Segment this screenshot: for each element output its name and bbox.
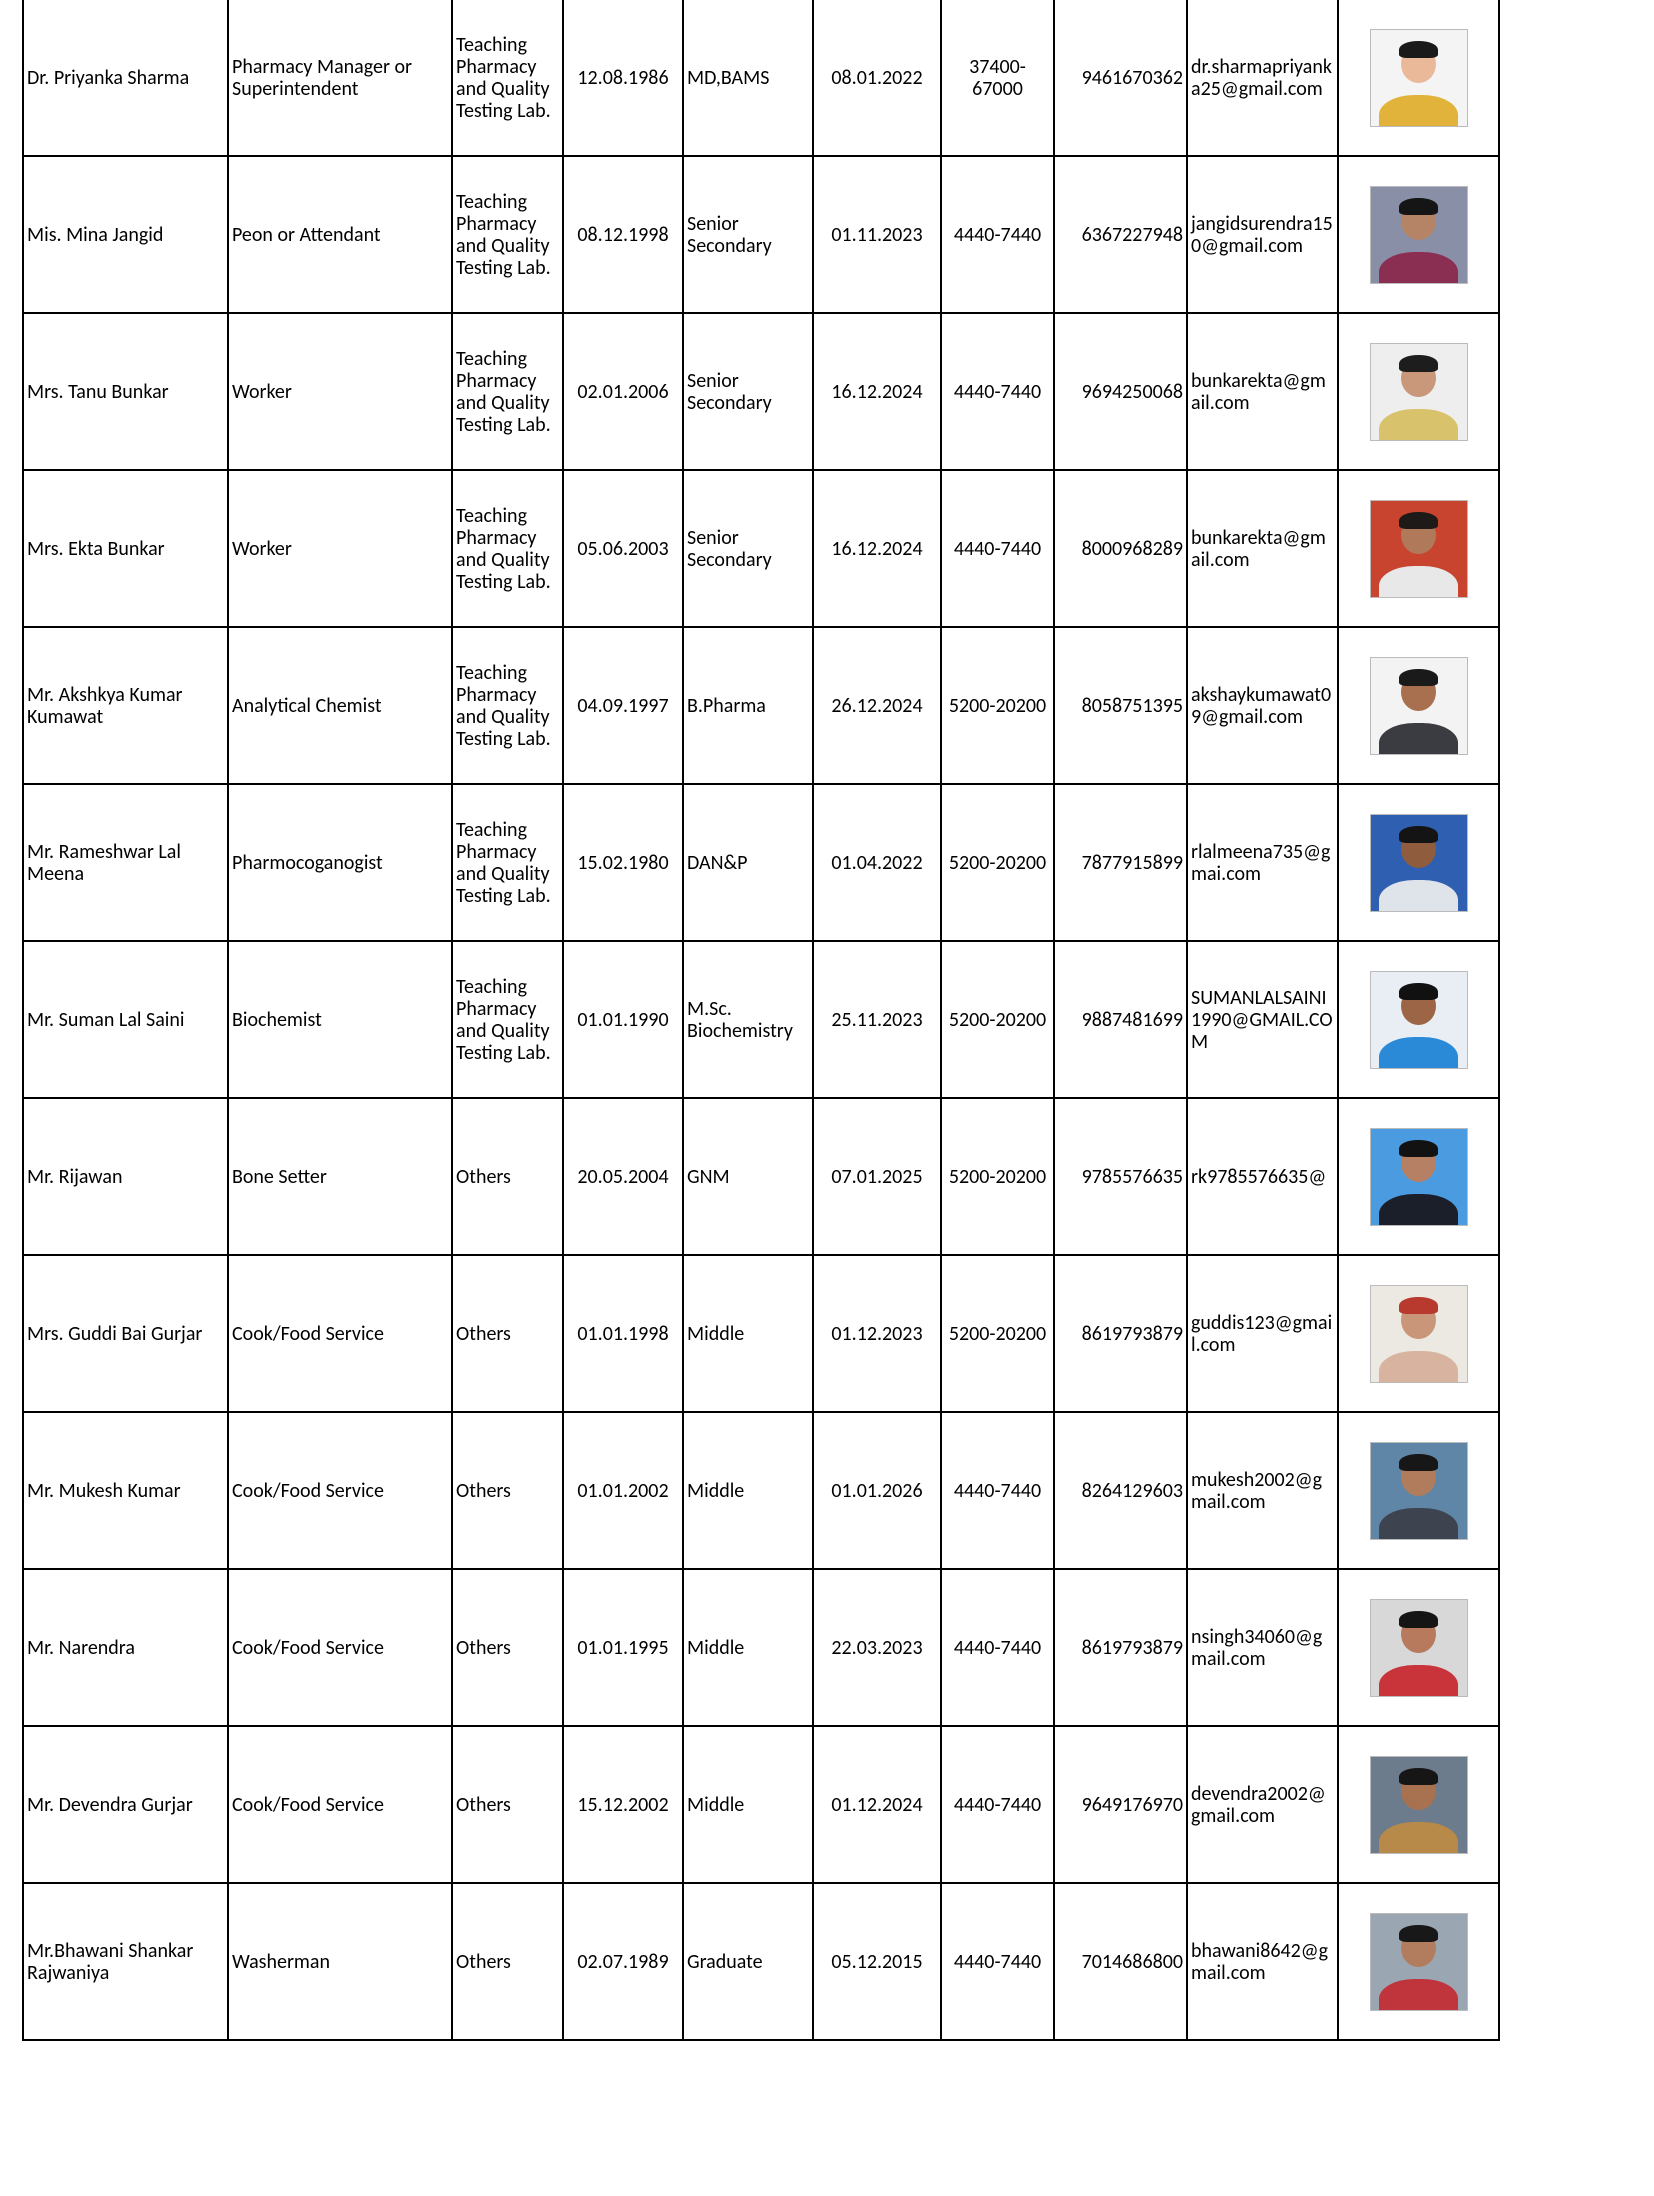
- mobile-number-cell: 8619793879: [1054, 1569, 1187, 1726]
- staff-photo: [1370, 1913, 1468, 2011]
- post-cell: Worker: [228, 470, 452, 627]
- date-of-birth-cell: 02.01.2006: [563, 313, 683, 470]
- date-of-joining-cell: 05.12.2015: [813, 1883, 941, 2040]
- photo-torso-shape: [1379, 409, 1458, 441]
- date-of-birth-cell: 15.12.2002: [563, 1726, 683, 1883]
- email-cell: bunkarekta@gmail.com: [1187, 470, 1338, 627]
- email-cell: bunkarekta@gmail.com: [1187, 313, 1338, 470]
- email-cell: mukesh2002@gmail.com: [1187, 1412, 1338, 1569]
- pay-scale-cell: 4440-7440: [941, 1569, 1054, 1726]
- qualification-cell: MD,BAMS: [683, 0, 813, 156]
- photo-torso-shape: [1379, 95, 1458, 127]
- photo-hair-shape: [1399, 1768, 1437, 1785]
- qualification-cell: Senior Secondary: [683, 156, 813, 313]
- staff-name-cell: Mrs. Guddi Bai Gurjar: [23, 1255, 228, 1412]
- photo-cell: [1338, 1726, 1499, 1883]
- email-cell: jangidsurendra150@gmail.com: [1187, 156, 1338, 313]
- email-cell: guddis123@gmail.com: [1187, 1255, 1338, 1412]
- date-of-joining-cell: 01.11.2023: [813, 156, 941, 313]
- pay-scale-cell: 5200-20200: [941, 1255, 1054, 1412]
- post-cell: Washerman: [228, 1883, 452, 2040]
- staff-name-cell: Mr. Rameshwar Lal Meena: [23, 784, 228, 941]
- photo-torso-shape: [1379, 566, 1458, 598]
- post-cell: Cook/Food Service: [228, 1255, 452, 1412]
- staff-name-cell: Mr. Suman Lal Saini: [23, 941, 228, 1098]
- staff-photo: [1370, 1128, 1468, 1226]
- department-cell: Teaching Pharmacy and Quality Testing Lab.: [452, 0, 563, 156]
- pay-scale-cell: 5200-20200: [941, 941, 1054, 1098]
- email-cell: SUMANLALSAINI1990@GMAIL.COM: [1187, 941, 1338, 1098]
- qualification-cell: Graduate: [683, 1883, 813, 2040]
- date-of-birth-cell: 02.07.1989: [563, 1883, 683, 2040]
- photo-hair-shape: [1399, 1454, 1437, 1471]
- photo-hair-shape: [1399, 826, 1437, 843]
- qualification-cell: M.Sc. Biochemistry: [683, 941, 813, 1098]
- qualification-cell: Senior Secondary: [683, 313, 813, 470]
- photo-torso-shape: [1379, 880, 1458, 912]
- department-cell: Others: [452, 1726, 563, 1883]
- date-of-joining-cell: 01.04.2022: [813, 784, 941, 941]
- staff-name-cell: Mr. Akshkya Kumar Kumawat: [23, 627, 228, 784]
- date-of-birth-cell: 15.02.1980: [563, 784, 683, 941]
- department-cell: Teaching Pharmacy and Quality Testing Lab.: [452, 941, 563, 1098]
- staff-photo: [1370, 814, 1468, 912]
- photo-cell: [1338, 470, 1499, 627]
- staff-name-cell: Dr. Priyanka Sharma: [23, 0, 228, 156]
- mobile-number-cell: 9694250068: [1054, 313, 1187, 470]
- photo-torso-shape: [1379, 1037, 1458, 1069]
- pay-scale-cell: 5200-20200: [941, 784, 1054, 941]
- staff-photo: [1370, 343, 1468, 441]
- email-cell: bhawani8642@gmail.com: [1187, 1883, 1338, 2040]
- mobile-number-cell: 9887481699: [1054, 941, 1187, 1098]
- pay-scale-cell: 5200-20200: [941, 1098, 1054, 1255]
- photo-torso-shape: [1379, 1351, 1458, 1383]
- department-cell: Others: [452, 1883, 563, 2040]
- photo-torso-shape: [1379, 723, 1458, 755]
- qualification-cell: GNM: [683, 1098, 813, 1255]
- post-cell: Pharmacy Manager or Superintendent: [228, 0, 452, 156]
- table-row: [23, 1412, 1499, 1569]
- photo-hair-shape: [1399, 198, 1437, 215]
- mobile-number-cell: 8264129603: [1054, 1412, 1187, 1569]
- date-of-birth-cell: 08.12.1998: [563, 156, 683, 313]
- date-of-joining-cell: 22.03.2023: [813, 1569, 941, 1726]
- pay-scale-cell: 4440-7440: [941, 313, 1054, 470]
- qualification-cell: Middle: [683, 1726, 813, 1883]
- department-cell: Others: [452, 1412, 563, 1569]
- pay-scale-cell: 4440-7440: [941, 470, 1054, 627]
- staff-name-cell: Mr. Mukesh Kumar: [23, 1412, 228, 1569]
- mobile-number-cell: 9649176970: [1054, 1726, 1187, 1883]
- staff-photo: [1370, 657, 1468, 755]
- mobile-number-cell: 7877915899: [1054, 784, 1187, 941]
- photo-torso-shape: [1379, 1194, 1458, 1226]
- pay-scale-cell: 5200-20200: [941, 627, 1054, 784]
- email-cell: devendra2002@gmail.com: [1187, 1726, 1338, 1883]
- photo-hair-shape: [1399, 41, 1437, 58]
- post-cell: Peon or Attendant: [228, 156, 452, 313]
- pay-scale-cell: 4440-7440: [941, 156, 1054, 313]
- table-row: [23, 156, 1499, 313]
- staff-photo: [1370, 1756, 1468, 1854]
- staff-photo: [1370, 500, 1468, 598]
- table-row: [23, 1098, 1499, 1255]
- post-cell: Analytical Chemist: [228, 627, 452, 784]
- mobile-number-cell: 6367227948: [1054, 156, 1187, 313]
- qualification-cell: DAN&P: [683, 784, 813, 941]
- mobile-number-cell: 7014686800: [1054, 1883, 1187, 2040]
- staff-name-cell: Mr. Devendra Gurjar: [23, 1726, 228, 1883]
- table-row: [23, 1255, 1499, 1412]
- date-of-birth-cell: 20.05.2004: [563, 1098, 683, 1255]
- staff-photo: [1370, 29, 1468, 127]
- department-cell: Others: [452, 1098, 563, 1255]
- photo-hair-shape: [1399, 1611, 1437, 1628]
- date-of-joining-cell: 16.12.2024: [813, 470, 941, 627]
- photo-cell: [1338, 0, 1499, 156]
- mobile-number-cell: 8000968289: [1054, 470, 1187, 627]
- department-cell: Others: [452, 1255, 563, 1412]
- email-cell: rk9785576635@: [1187, 1098, 1338, 1255]
- qualification-cell: Middle: [683, 1412, 813, 1569]
- staff-name-cell: Mr.Bhawani Shankar Rajwaniya: [23, 1883, 228, 2040]
- photo-cell: [1338, 1098, 1499, 1255]
- photo-hair-shape: [1399, 355, 1437, 372]
- email-cell: dr.sharmapriyanka25@gmail.com: [1187, 0, 1338, 156]
- pay-scale-cell: 4440-7440: [941, 1883, 1054, 2040]
- table-row: [23, 627, 1499, 784]
- date-of-joining-cell: 01.12.2023: [813, 1255, 941, 1412]
- table-row: [23, 313, 1499, 470]
- department-cell: Teaching Pharmacy and Quality Testing Lab.: [452, 156, 563, 313]
- pay-scale-cell: 4440-7440: [941, 1412, 1054, 1569]
- mobile-number-cell: 9461670362: [1054, 0, 1187, 156]
- table-row: [23, 1726, 1499, 1883]
- qualification-cell: Senior Secondary: [683, 470, 813, 627]
- qualification-cell: Middle: [683, 1569, 813, 1726]
- mobile-number-cell: 9785576635: [1054, 1098, 1187, 1255]
- staff-photo: [1370, 186, 1468, 284]
- date-of-joining-cell: 26.12.2024: [813, 627, 941, 784]
- qualification-cell: B.Pharma: [683, 627, 813, 784]
- staff-table: [22, 0, 1500, 2041]
- photo-hair-shape: [1399, 1140, 1437, 1157]
- pay-scale-cell: 37400-67000: [941, 0, 1054, 156]
- email-cell: rlalmeena735@gmai.com: [1187, 784, 1338, 941]
- date-of-birth-cell: 05.06.2003: [563, 470, 683, 627]
- photo-cell: [1338, 156, 1499, 313]
- photo-cell: [1338, 1883, 1499, 2040]
- date-of-birth-cell: 01.01.1995: [563, 1569, 683, 1726]
- photo-torso-shape: [1379, 252, 1458, 284]
- date-of-joining-cell: 07.01.2025: [813, 1098, 941, 1255]
- photo-torso-shape: [1379, 1822, 1458, 1854]
- staff-photo: [1370, 971, 1468, 1069]
- email-cell: akshaykumawat09@gmail.com: [1187, 627, 1338, 784]
- staff-name-cell: Mr. Narendra: [23, 1569, 228, 1726]
- department-cell: Teaching Pharmacy and Quality Testing Lab.: [452, 784, 563, 941]
- post-cell: Cook/Food Service: [228, 1726, 452, 1883]
- photo-torso-shape: [1379, 1979, 1458, 2011]
- date-of-joining-cell: 25.11.2023: [813, 941, 941, 1098]
- post-cell: Cook/Food Service: [228, 1569, 452, 1726]
- post-cell: Bone Setter: [228, 1098, 452, 1255]
- photo-torso-shape: [1379, 1508, 1458, 1540]
- staff-name-cell: Mrs. Tanu Bunkar: [23, 313, 228, 470]
- photo-cell: [1338, 627, 1499, 784]
- table-row: [23, 784, 1499, 941]
- post-cell: Worker: [228, 313, 452, 470]
- photo-cell: [1338, 313, 1499, 470]
- mobile-number-cell: 8619793879: [1054, 1255, 1187, 1412]
- photo-cell: [1338, 941, 1499, 1098]
- photo-hair-shape: [1399, 983, 1437, 1000]
- post-cell: Cook/Food Service: [228, 1412, 452, 1569]
- qualification-cell: Middle: [683, 1255, 813, 1412]
- photo-cell: [1338, 784, 1499, 941]
- table-row: [23, 470, 1499, 627]
- date-of-birth-cell: 04.09.1997: [563, 627, 683, 784]
- department-cell: Teaching Pharmacy and Quality Testing Lab.: [452, 627, 563, 784]
- date-of-birth-cell: 12.08.1986: [563, 0, 683, 156]
- pay-scale-cell: 4440-7440: [941, 1726, 1054, 1883]
- photo-hair-shape: [1399, 1297, 1437, 1314]
- date-of-birth-cell: 01.01.1990: [563, 941, 683, 1098]
- date-of-joining-cell: 01.01.2026: [813, 1412, 941, 1569]
- table-row: [23, 1883, 1499, 2040]
- photo-torso-shape: [1379, 1665, 1458, 1697]
- staff-photo: [1370, 1285, 1468, 1383]
- staff-table-body: [23, 0, 1499, 2040]
- staff-name-cell: Mis. Mina Jangid: [23, 156, 228, 313]
- staff-name-cell: Mr. Rijawan: [23, 1098, 228, 1255]
- photo-cell: [1338, 1569, 1499, 1726]
- photo-hair-shape: [1399, 512, 1437, 529]
- post-cell: Pharmocoganogist: [228, 784, 452, 941]
- email-cell: nsingh34060@gmail.com: [1187, 1569, 1338, 1726]
- staff-photo: [1370, 1442, 1468, 1540]
- department-cell: Others: [452, 1569, 563, 1726]
- date-of-birth-cell: 01.01.1998: [563, 1255, 683, 1412]
- staff-photo: [1370, 1599, 1468, 1697]
- photo-cell: [1338, 1412, 1499, 1569]
- table-row: [23, 941, 1499, 1098]
- staff-name-cell: Mrs. Ekta Bunkar: [23, 470, 228, 627]
- table-row: [23, 0, 1499, 156]
- department-cell: Teaching Pharmacy and Quality Testing Lab.: [452, 470, 563, 627]
- photo-hair-shape: [1399, 669, 1437, 686]
- mobile-number-cell: 8058751395: [1054, 627, 1187, 784]
- post-cell: Biochemist: [228, 941, 452, 1098]
- photo-hair-shape: [1399, 1925, 1437, 1942]
- department-cell: Teaching Pharmacy and Quality Testing Lab.: [452, 313, 563, 470]
- date-of-joining-cell: 01.12.2024: [813, 1726, 941, 1883]
- table-row: [23, 1569, 1499, 1726]
- date-of-birth-cell: 01.01.2002: [563, 1412, 683, 1569]
- date-of-joining-cell: 16.12.2024: [813, 313, 941, 470]
- photo-cell: [1338, 1255, 1499, 1412]
- date-of-joining-cell: 08.01.2022: [813, 0, 941, 156]
